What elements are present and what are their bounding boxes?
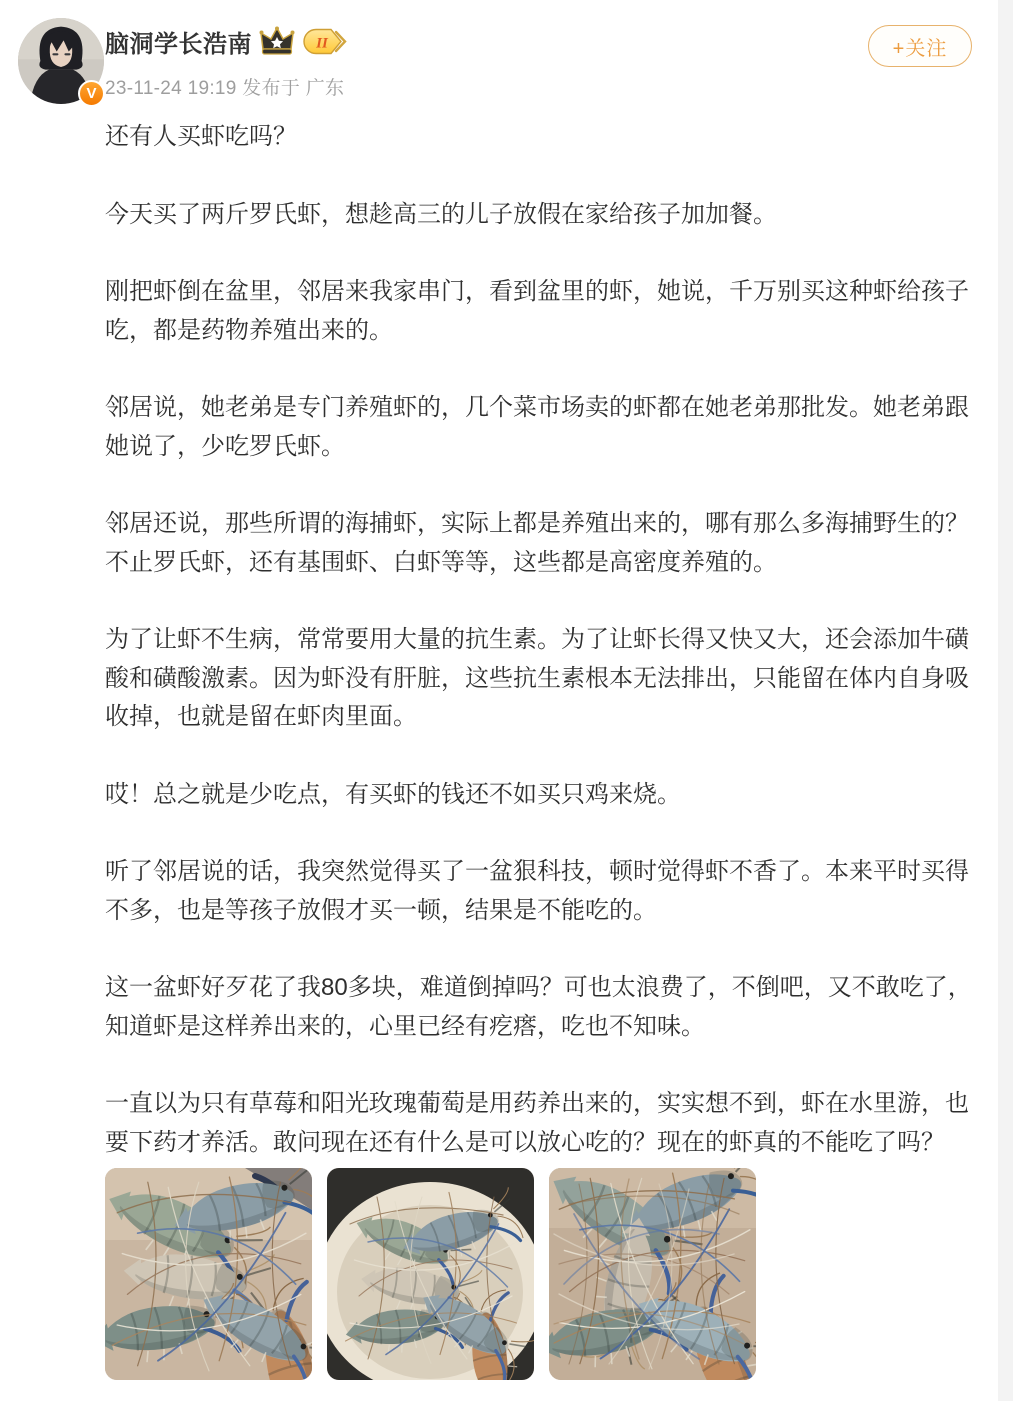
post-paragraph: 刚把虾倒在盆里，邻居来我家串门，看到盆里的虾，她说，千万别买这种虾给孩子吃，都是药物养殖出来的。: [105, 278, 969, 344]
verified-badge-icon: V: [78, 80, 105, 107]
follow-button[interactable]: [868, 25, 972, 67]
vip-level-text: II: [316, 35, 328, 52]
post-image-grid: [105, 1168, 1013, 1380]
post-paragraph: 哎！总之就是少吃点，有买虾的钱还不如买只鸡来烧。: [105, 780, 681, 808]
post-meta: 23-11-24 19:19 发布于 广东: [105, 78, 345, 99]
post-paragraph: 还有人买虾吃吗？: [105, 123, 297, 150]
shrimp-photo-2[interactable]: [327, 1168, 534, 1380]
vip-crown-icon: [259, 26, 295, 57]
page-right-gutter: [998, 0, 1013, 1401]
follow-button-label: +关注: [892, 37, 948, 60]
author-block: [105, 24, 348, 100]
post-paragraph: 这一盆虾好歹花了我80多块，难道倒掉吗？可也太浪费了，不倒吧，又不敢吃了，知道虾是这样养出来的，心里已经有疙瘩，吃也不知味。: [105, 974, 972, 1040]
shrimp-photo-3[interactable]: [549, 1168, 756, 1380]
vip-level-badge: [302, 28, 348, 55]
post-paragraph: 邻居说，她老弟是专门养殖虾的，几个菜市场卖的虾都在她老弟那批发。她老弟跟她说了，少吃罗氏虾。: [105, 394, 969, 460]
post-header: [0, 0, 1013, 107]
post-paragraph: 邻居还说，那些所谓的海捕虾，实际上都是养殖出来的，哪有那么多海捕野生的？不止罗氏虾，还有基围虾、白虾等等，这些都是高密度养殖的。: [105, 510, 969, 576]
post-paragraph: 今天买了两斤罗氏虾，想趁高三的儿子放假在家给孩子加加餐。: [105, 200, 777, 228]
user-avatar[interactable]: [18, 18, 104, 104]
post-paragraph: 为了让虾不生病，常常要用大量的抗生素。为了让虾长得又快又大，还会添加牛磺酸和磺酸激素。因为虾没有肝脏，这些抗生素根本无法排出，只能留在体内自身吸收掉，也就是留在虾肉里面。: [105, 626, 969, 730]
post-paragraph: 一直以为只有草莓和阳光玫瑰葡萄是用药养出来的，实实想不到，虾在水里游，也要下药才养活。敢问现在还有什么是可以放心吃的？现在的虾真的不能吃了吗？: [105, 1090, 969, 1156]
post-body-text: [105, 118, 985, 1162]
post-paragraph: 听了邻居说的话，我突然觉得买了一盆狠科技，顿时觉得虾不香了。本来平时买得不多，也是等孩子放假才买一顿，结果是不能吃的。: [105, 858, 969, 924]
shrimp-photo-1[interactable]: [105, 1168, 312, 1380]
author-name[interactable]: 脑洞学长浩南: [105, 31, 252, 58]
